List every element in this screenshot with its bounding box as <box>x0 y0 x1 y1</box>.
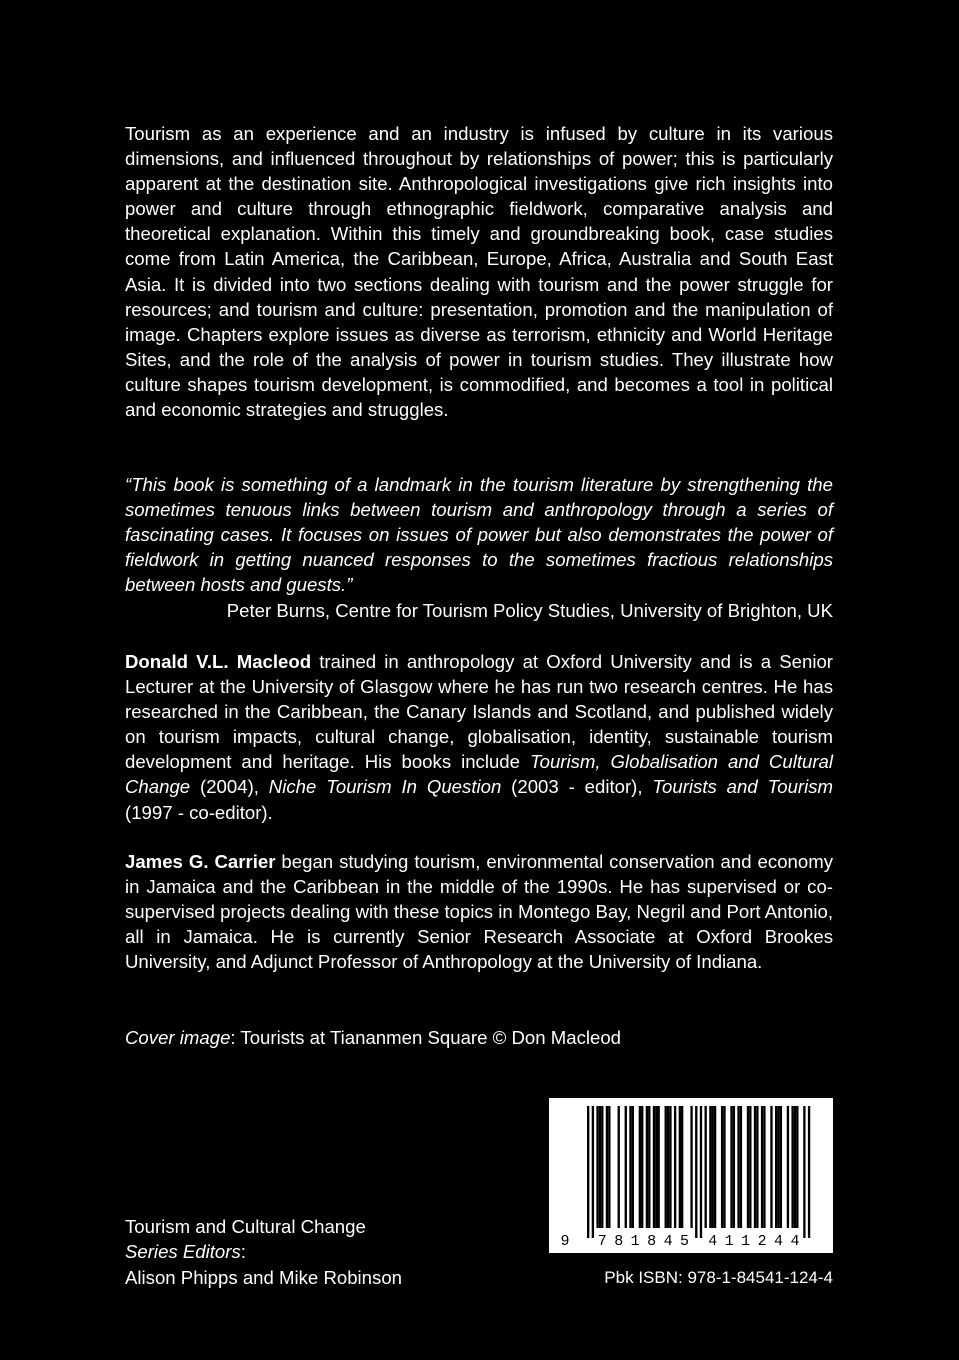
barcode-bar <box>780 1106 782 1228</box>
barcode-bar <box>756 1106 758 1228</box>
barcode-graphic <box>549 1098 833 1253</box>
barcode-bar <box>733 1106 735 1228</box>
series-info <box>125 1214 545 1290</box>
barcode-digit: 9 <box>560 1233 570 1250</box>
barcode-bar <box>592 1106 594 1238</box>
back-cover-blurb: Tourism as an experience and an industry is infused by culture in its various dimensions, and influenced throughout by relationships of power; this is particularly apparent at the destination site. Anthropological investigations give rich insights into power and culture through ethnographic fieldwork, comparative analysis and theoretical explanation. Within this timely and groundbreaking book, case studies come from Latin America, the Caribbean, Europe, Africa, Australia and South East Asia. It is divided into two sections dealing with tourism and the power struggle for resources; and tourism and culture: presentation, promotion and the manipulation of image. Chapters explore issues as diverse as terrorism, ethnicity and World Heritage Sites, and the role of the analysis of power in tourism studies. They illustrate how culture shapes tourism development, is commodified, and becomes a tool in political and economic strategies and struggles. <box>125 123 833 421</box>
barcode-bar <box>695 1106 697 1238</box>
barcode-digit: 1 <box>724 1233 734 1250</box>
barcode-digit: 2 <box>757 1233 767 1250</box>
barcode-bar <box>808 1106 810 1238</box>
barcode-bar <box>681 1106 683 1228</box>
author-name-carrier: James G. Carrier <box>125 851 276 872</box>
barcode-bar <box>625 1106 627 1228</box>
barcode-bar <box>587 1106 589 1238</box>
cover-credit-text: : Tourists at Tiananmen Square © Don Macleod <box>230 1027 622 1048</box>
endorsement-attribution: Peter Burns, Centre for Tourism Policy Studies, University of Brighton, UK <box>226 600 833 621</box>
barcode-bar <box>700 1106 702 1238</box>
barcode-bar <box>618 1106 620 1228</box>
barcode-bar <box>747 1106 749 1228</box>
barcode-bar <box>761 1106 763 1228</box>
barcode-bar <box>655 1106 657 1228</box>
barcode-bar <box>754 1106 756 1228</box>
bio-text: began studying tourism, environmental conservation and economy in Jamaica and the Caribbean in the middle of the 1990s. He has supervised or co-supervised projects dealing with these topics in Montego Bay, Negril and Port Antonio, all in Jamaica. He is currently Senior Research Associate at Oxford Brookes University, and Adjunct Professor of Anthropology at the University of Indiana. <box>125 851 833 973</box>
barcode-bar <box>712 1106 714 1228</box>
barcode-bar <box>639 1106 641 1228</box>
barcode-bar <box>777 1106 779 1228</box>
book-title: Tourism, Globalisation and Cultural Change <box>125 751 833 798</box>
endorsement-quote: “This book is something of a landmark in the tourism literature by strengthening the sometimes tenuous links between tourism and anthropology through a series of fascinating cases. It focuses on issues of power but also demonstrates the power of fieldwork in getting nuanced responses to the sometimes fractious relationships between hosts and guests.” <box>125 474 833 596</box>
barcode-bar <box>599 1106 601 1228</box>
barcode-bar <box>632 1106 634 1228</box>
barcode-bar <box>709 1106 711 1228</box>
barcode-bar <box>646 1106 648 1228</box>
barcode-digit: 7 <box>597 1233 607 1250</box>
barcode-bar <box>601 1106 603 1228</box>
bio-text: trained in anthropology at Oxford University and is a Senior Lecturer at the University of Glasgow where he has run two research centres. He has researched in the Caribbean, the Canary Islands and Scotland, and published widely on tourism impacts, cultural change, globalisation, identity, sustainable tourism development and heritage. His books include <box>125 651 833 773</box>
book-title: Tourists and Tourism <box>652 776 834 798</box>
bio-text: (2003 - editor), <box>501 776 653 798</box>
barcode-bar <box>608 1106 610 1228</box>
author-bio-macleod <box>125 649 833 825</box>
bio-text: (2004), <box>190 776 269 798</box>
barcode-bar <box>629 1106 631 1228</box>
barcode-digit: 4 <box>774 1233 784 1250</box>
barcode-bar <box>787 1106 789 1228</box>
barcode-digit: 5 <box>680 1233 690 1250</box>
barcode-bar <box>705 1106 707 1228</box>
barcode-digit: 1 <box>741 1233 751 1250</box>
barcode-digit: 4 <box>663 1233 673 1250</box>
series-title: Tourism and Cultural Change <box>125 1216 366 1237</box>
barcode-bar <box>674 1106 676 1228</box>
isbn-number: Pbk ISBN: 978-1-84541-124-4 <box>604 1268 833 1287</box>
series-editors-names: Alison Phipps and Mike Robinson <box>125 1266 402 1288</box>
author-bio-carrier <box>125 849 833 974</box>
bio-text: (1997 - co-editor). <box>125 801 273 823</box>
barcode-bar <box>667 1106 669 1228</box>
barcode-bar <box>737 1106 739 1228</box>
barcode-bar <box>723 1106 725 1228</box>
barcode-bar <box>770 1106 772 1228</box>
book-title: Niche Tourism In Question <box>268 776 502 798</box>
barcode-digit: 4 <box>790 1233 800 1250</box>
barcode-bar <box>679 1106 681 1228</box>
cover-image-credit <box>125 1025 833 1050</box>
barcode-bar <box>763 1106 765 1228</box>
barcode-bar <box>669 1106 671 1228</box>
series-editors-colon: : <box>240 1241 246 1263</box>
barcode-digit: 4 <box>708 1233 718 1250</box>
series-editors-label: Series Editors <box>125 1241 241 1263</box>
barcode-bar <box>714 1106 716 1228</box>
barcode-bar <box>648 1106 650 1228</box>
barcode-digit: 1 <box>630 1233 640 1250</box>
barcode-bar <box>803 1106 805 1238</box>
barcode-bar <box>740 1106 742 1228</box>
barcode-bar <box>596 1106 598 1228</box>
barcode-bar <box>791 1106 793 1228</box>
cover-credit-label: Cover image <box>125 1027 231 1048</box>
barcode-bar <box>775 1106 777 1228</box>
author-name-macleod: Donald V.L. Macleod <box>125 651 312 672</box>
barcode-bar <box>721 1106 723 1228</box>
barcode-bar <box>665 1106 667 1228</box>
barcode-bar <box>796 1106 798 1228</box>
barcode-bar <box>653 1106 655 1228</box>
barcode-bar <box>794 1106 796 1228</box>
barcode-digit: 8 <box>614 1233 624 1250</box>
barcode-digit: 8 <box>647 1233 657 1250</box>
barcode-bar <box>606 1106 608 1228</box>
barcode-bar <box>749 1106 751 1228</box>
isbn-barcode <box>549 1098 833 1253</box>
barcode-bar <box>641 1106 643 1228</box>
barcode-bar <box>690 1106 692 1228</box>
barcode-bar <box>658 1106 660 1228</box>
series-editors-heading <box>125 1239 545 1264</box>
barcode-bar <box>730 1106 732 1228</box>
